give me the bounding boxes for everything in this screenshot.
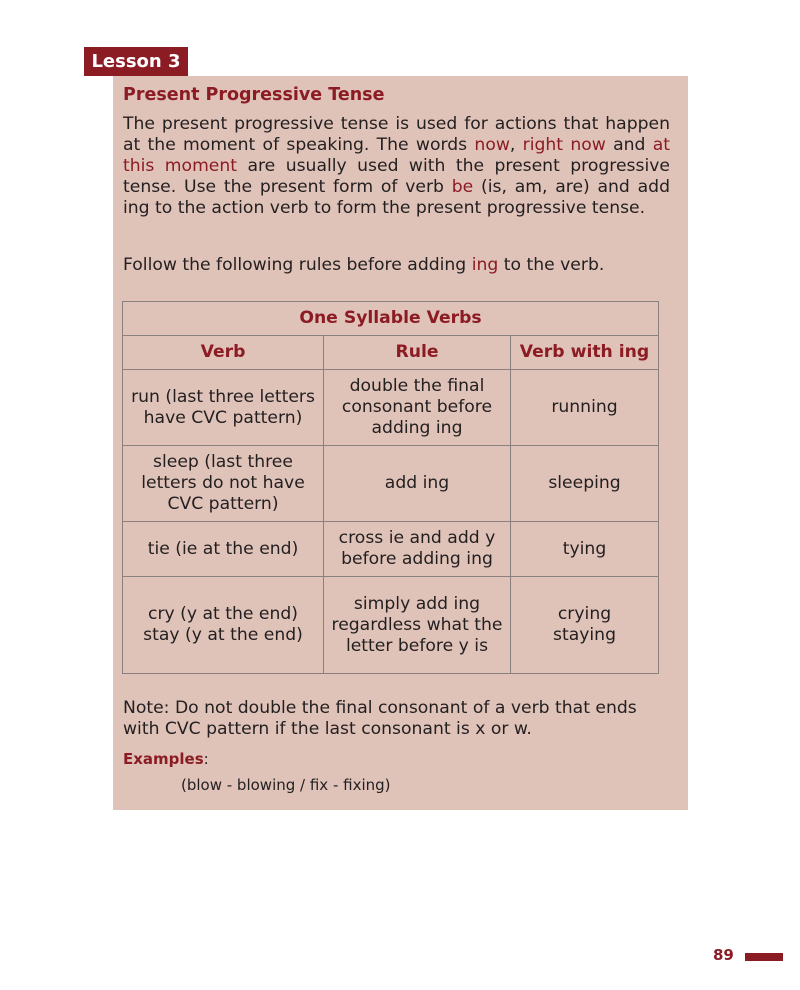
ing-line: tying [562, 538, 607, 559]
ing-line: running [551, 397, 618, 417]
ing-cell [511, 577, 659, 674]
rules-intro-highlight: ing [471, 255, 499, 275]
intro-text-1: The present progressive tense is used for actions that happen at the moment of speaking. The words [123, 114, 670, 155]
intro-paragraph [123, 114, 670, 219]
verb-line: run (last three letters have CVC pattern) [131, 386, 315, 428]
table-row [123, 370, 659, 446]
rules-intro-before: Follow the following rules before adding [123, 255, 472, 275]
header-verb-with-ing: Verb with ing [511, 336, 659, 370]
keyword-now: now [474, 135, 510, 155]
verb-cell [123, 446, 324, 522]
rule-cell: cross ie and add y before adding ing [324, 522, 511, 577]
verb-rules-table [122, 301, 659, 674]
ing-cell [511, 446, 659, 522]
page-number-bar [745, 953, 783, 961]
verb-line: sleep (last three letters do not have CVC pattern) [141, 452, 305, 514]
examples-colon: : [203, 750, 209, 768]
intro-text-3: and [605, 135, 653, 155]
page-number: 89 [713, 946, 734, 964]
table-row [123, 577, 659, 674]
lesson-tab: Lesson 3 [84, 47, 188, 76]
examples-text: (blow - blowing / fix - fixing) [181, 776, 391, 794]
examples-label [123, 750, 209, 768]
table-row [123, 522, 659, 577]
keyword-right-now: right now [522, 135, 606, 155]
rule-cell: double the final consonant before adding ing [324, 370, 511, 446]
rules-intro-after: to the verb. [498, 255, 605, 275]
table-row [123, 446, 659, 522]
header-rule: Rule [324, 336, 511, 370]
intro-text-2: , [509, 135, 523, 155]
ing-cell [511, 370, 659, 446]
verb-cell [123, 522, 324, 577]
verb-line: tie (ie at the end) [147, 538, 299, 559]
keyword-be: be [451, 177, 474, 197]
intro-text-4: are usually used with the present progressive tense. Use the present form of verb [123, 156, 670, 197]
verb-cell [123, 370, 324, 446]
header-verb: Verb [123, 336, 324, 370]
examples-label-text: Examples [123, 750, 204, 768]
intro-text-5: (is, am, are) and add ing to the action verb to form the present progressive tense. [123, 177, 670, 218]
verb-line: cry (y at the end) [148, 604, 298, 624]
ing-line: staying [553, 625, 616, 645]
table-caption: One Syllable Verbs [123, 302, 659, 336]
verb-cell [123, 577, 324, 674]
rule-cell: add ing [324, 446, 511, 522]
ing-line: sleeping [548, 473, 621, 493]
note-text: Note: Do not double the final consonant of a verb that ends with CVC pattern if the last consonant is x or w. [123, 698, 637, 739]
section-title: Present Progressive Tense [123, 85, 385, 105]
lesson-panel [113, 76, 688, 810]
ing-line: crying [557, 604, 612, 624]
verb-line: stay (y at the end) [143, 625, 303, 645]
rules-intro [123, 255, 604, 276]
ing-cell [511, 522, 659, 577]
rule-cell: simply add ing regardless what the letter before y is [324, 577, 511, 674]
keyword-at-this-moment: at this moment [123, 135, 670, 176]
